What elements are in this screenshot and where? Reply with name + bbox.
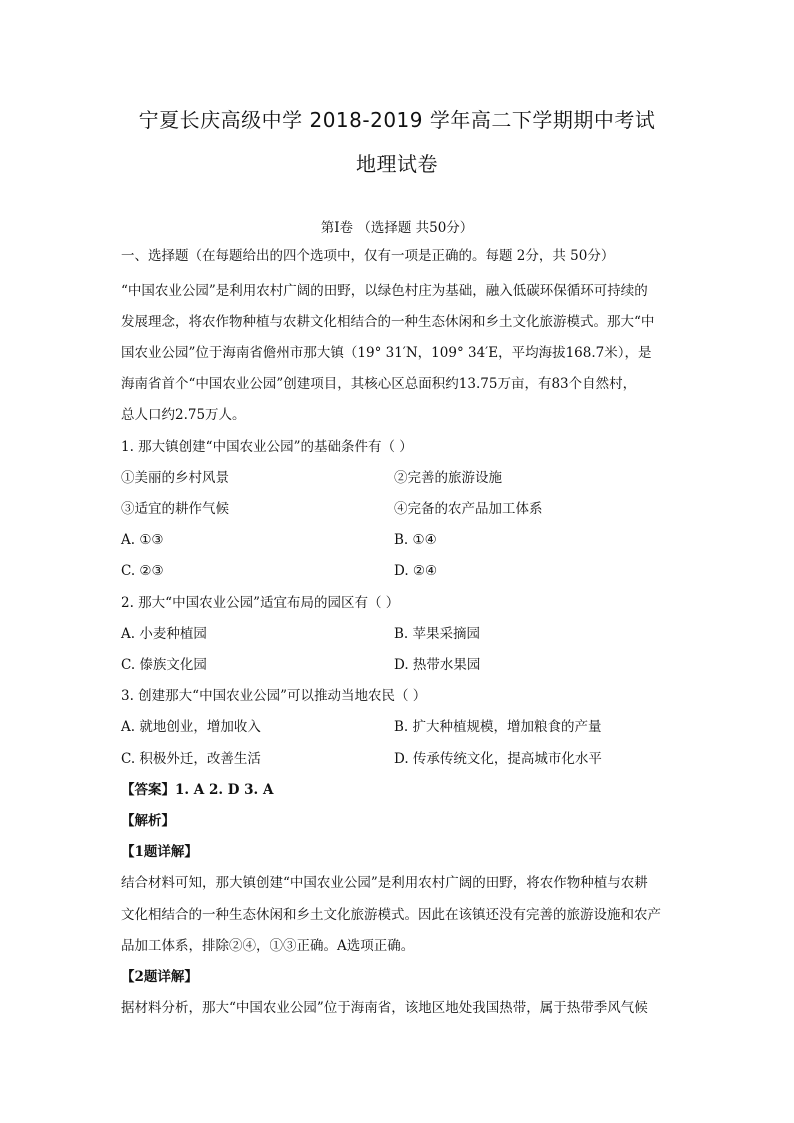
detail-2-line: 据材料分析，那大“中国农业公园”位于海南省，该地区地处我国热带，属于热带季风气候 [121,1000,648,1016]
question-3-option-c: C. 积极外迁，改善生活 [121,751,261,767]
question-1-option-a: A. ①③ [121,532,164,548]
answer-key: 【答案】1. A 2. D 3. A [121,782,274,798]
question-1-item: ②完善的旅游设施 [394,470,502,486]
question-3-options-row [121,717,681,737]
section-title: 第Ⅰ卷 （选择题 共50分） [320,220,474,236]
passage-line: “中国农业公园”是利用农村广阔的田野，以绿色村庄为基础，融入低碳环保循环可持续的 [121,283,648,299]
question-2-stem: 2. 那大“中国农业公园”适宜布局的园区有（ ） [121,595,400,611]
detail-1-line: 文化相结合的一种生态休闲和乡土文化旅游模式。因此在该镇还没有完善的旅游设施和农产 [121,907,661,923]
exam-subject: 地理试卷 [356,152,438,176]
passage-line: 国农业公园”位于海南省儋州市那大镇（19° 31′N，109° 34′E，平均海拔168.7米），是 [121,345,652,361]
question-2-options-row [121,624,681,644]
question-1-items-row [121,499,681,519]
question-1-item: ③适宜的耕作气候 [121,501,229,517]
question-3-option-b: B. 扩大种植规模，增加粮食的产量 [394,719,602,735]
question-1-option-c: C. ②③ [121,563,164,579]
detail-1-line: 品加工体系，排除②④，①③正确。A选项正确。 [121,938,415,954]
section-instruction: 一、选择题（在每题给出的四个选项中，仅有一项是正确的。每题 2分，共 50分） [121,248,615,264]
question-2-option-d: D. 热带水果园 [394,657,481,673]
question-2-option-a: A. 小麦种植园 [121,626,207,642]
question-1-items-row [121,468,681,488]
question-2-option-c: C. 傣族文化园 [121,657,207,673]
question-1-item: ④完备的农产品加工体系 [394,501,543,517]
question-1-item: ①美丽的乡村风景 [121,470,229,486]
question-1-option-b: B. ①④ [394,532,437,548]
question-2-option-b: B. 苹果采摘园 [394,626,481,642]
question-1-option-d: D. ②④ [394,563,438,579]
question-3-options-row [121,749,681,769]
analysis-heading: 【解析】 [121,813,175,829]
detail-2-heading: 【2题详解】 [121,969,198,985]
detail-1-heading: 【1题详解】 [121,844,198,860]
question-1-options-row [121,530,681,550]
exam-title: 宁夏长庆高级中学 2018-2019 学年高二下学期期中考试 [138,108,656,132]
question-1-stem: 1. 那大镇创建“中国农业公园”的基础条件有（ ） [121,439,413,455]
passage-line: 总人口约2.75万人。 [121,407,246,423]
detail-1-line: 结合材料可知，那大镇创建“中国农业公园”是利用农村广阔的田野，将农作物种植与农耕 [121,875,648,891]
question-3-stem: 3. 创建那大“中国农业公园”可以推动当地农民（ ） [121,688,427,704]
passage-line: 发展理念，将农作物种植与农耕文化相结合的一种生态休闲和乡土文化旅游模式。那大“中 [121,314,655,330]
passage-line: 海南省首个“中国农业公园”创建项目，其核心区总面积约13.75万亩，有83个自然村， [121,376,637,392]
question-2-options-row [121,655,681,675]
question-3-option-d: D. 传承传统文化，提高城市化水平 [394,751,602,767]
question-3-option-a: A. 就地创业，增加收入 [121,719,261,735]
question-1-options-row [121,561,681,581]
